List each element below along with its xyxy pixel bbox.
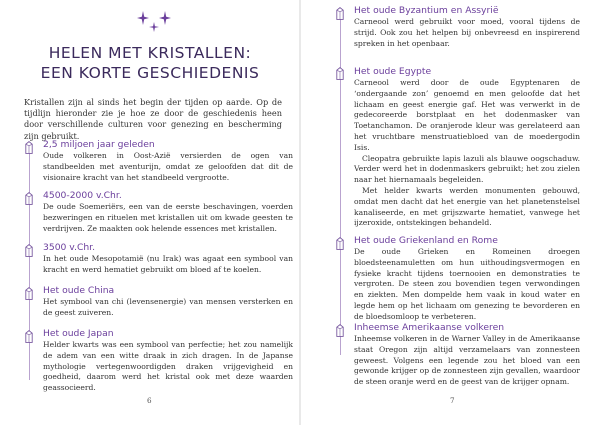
crystal-icon <box>336 7 344 20</box>
sparkles-icon <box>136 8 172 34</box>
timeline-line <box>29 148 30 380</box>
entry-text <box>354 334 580 388</box>
crystal-icon <box>25 141 33 154</box>
entry-heading: Het oude Egypte <box>354 66 432 77</box>
crystal-icon <box>25 287 33 300</box>
crystal-icon <box>336 237 344 250</box>
page-number: 6 <box>147 396 152 405</box>
crystal-icon <box>25 330 33 343</box>
entry-text: Het symbool van chi (levensenergie) van mensen versterken en de geest zuiveren. <box>43 297 293 317</box>
timeline-entry <box>43 139 293 183</box>
timeline-entry <box>43 328 293 394</box>
entry-heading: Het oude Griekenland en Rome <box>354 235 498 246</box>
timeline-entry <box>354 322 580 388</box>
entry-text: In het oude Mesopotamië (nu Irak) was agaat een symbool van kracht en werd hematiet gebruikt om bloed af te koelen. <box>43 254 293 274</box>
intro-paragraph: Kristallen zijn al sinds het begin der tijden op aarde. Op de tijdlijn hieronder zie je hoe ze door de geschiedenis heen door verschillende culturen voor genezing en bescherming zijn gebruikt. <box>24 97 282 141</box>
entry-text: De oude Soemeriërs, een van de eerste beschavingen, voerden bezweringen en rituelen met kristallen uit om kwade geesten te verdrijven. Ze maakten ook helende essences met kristallen. <box>43 202 293 233</box>
entry-paragraph: Cleopatra gebruikte lapis lazuli als blauwe oogschaduw. Verder werd het in dodenmaskers gebruikt; het zou zielen naar het hiernamaals begeleiden. <box>354 153 580 185</box>
entry-paragraph: Inheemse volkeren in de Warner Valley in de Amerikaanse staat Oregon zijn altijd verzamelaars van zonnesteen geweest. Volgens een legende zou het bloed van een gewonde krijger op de zonnesteen zijn gevallen, waardoor de steen oranje werd en de geest van de krijger opnam. <box>354 334 580 387</box>
entry-text <box>354 17 580 49</box>
right-page <box>300 0 600 425</box>
entry-paragraph: Carneool werd door de oude Egyptenaren de ‘ondergaande zon’ genoemd en men geloofde dat het lichaam en geest energie gaf. Het was verwerkt in de gedecoreerde borstplaat en het dodenmasker van Toetanchamon. De oranjerode kleur was gerelateerd aan het vruchtbare menstruatiebloed van de moedergodin Isis. <box>354 78 580 152</box>
page-number: 7 <box>450 396 455 405</box>
crystal-icon <box>25 244 33 257</box>
page-title-line-2: EEN KORTE GESCHIEDENIS <box>40 64 260 82</box>
timeline-entry <box>43 190 293 234</box>
entry-heading: 4500-2000 v.Chr. <box>43 190 122 201</box>
entry-text <box>354 247 580 323</box>
entry-heading: Het oude China <box>43 285 115 296</box>
entry-heading: Inheemse Amerikaanse volkeren <box>354 322 505 333</box>
timeline-line <box>340 10 341 355</box>
timeline-entry <box>354 235 580 323</box>
entry-text <box>354 78 580 229</box>
page-title-line-1: HELEN MET KRISTALLEN: <box>48 44 252 62</box>
crystal-icon <box>336 67 344 80</box>
entry-heading: 3500 v.Chr. <box>43 242 96 253</box>
timeline-entry <box>43 242 293 276</box>
entry-heading: Het oude Japan <box>43 328 114 339</box>
crystal-icon <box>336 324 344 337</box>
entry-heading: Het oude Byzantium en Assyrië <box>354 5 499 16</box>
entry-paragraph: De oude Grieken en Romeinen droegen bloedsteenamuletten om hun uithoudingsvermogen en fysieke kracht tijdens toernooien en demonstraties te vergroten. De steen zou bovendien tegen verwondingen en ziekten. Men dompelde hem vaak in koud water en legde hem op het lichaam om genezing te bevorderen en de bloedsomloop te verbeteren. <box>354 247 580 321</box>
timeline-entry <box>354 66 580 229</box>
crystal-icon <box>25 192 33 205</box>
timeline-entry <box>354 5 580 49</box>
entry-heading: 2,5 miljoen jaar geleden <box>43 139 155 150</box>
entry-text: Oude volkeren in Oost-Azië versierden de ogen van standbeelden met aventurijn, omdat ze geloofden dat dit de visionaire kracht van het standbeeld vergrootte. <box>43 151 293 182</box>
entry-paragraph: Met helder kwarts werden monumenten gebouwd, omdat men dacht dat het energie van het planetenstelsel kanaliseerde, en met grijszwarte hematiet, vanwege het ijzeroxide, ontstekingen behandeld. <box>354 185 580 228</box>
timeline-entry <box>43 285 293 319</box>
entry-text: Helder kwarts was een symbool van perfectie; het zou namelijk de adem van een witte draak in zich dragen. In de Japanse mythologie vertegenwoordigden draken vrijgevigheid en goedheid, daarom werd het kristal ook met deze waarden geassocieerd. <box>43 340 293 393</box>
entry-paragraph: Carneool werd gebruikt voor moed, vooral tijdens de strijd. Ook zou het helpen bij onbevreesd en inspirerend spreken in het openbaar. <box>354 17 580 48</box>
